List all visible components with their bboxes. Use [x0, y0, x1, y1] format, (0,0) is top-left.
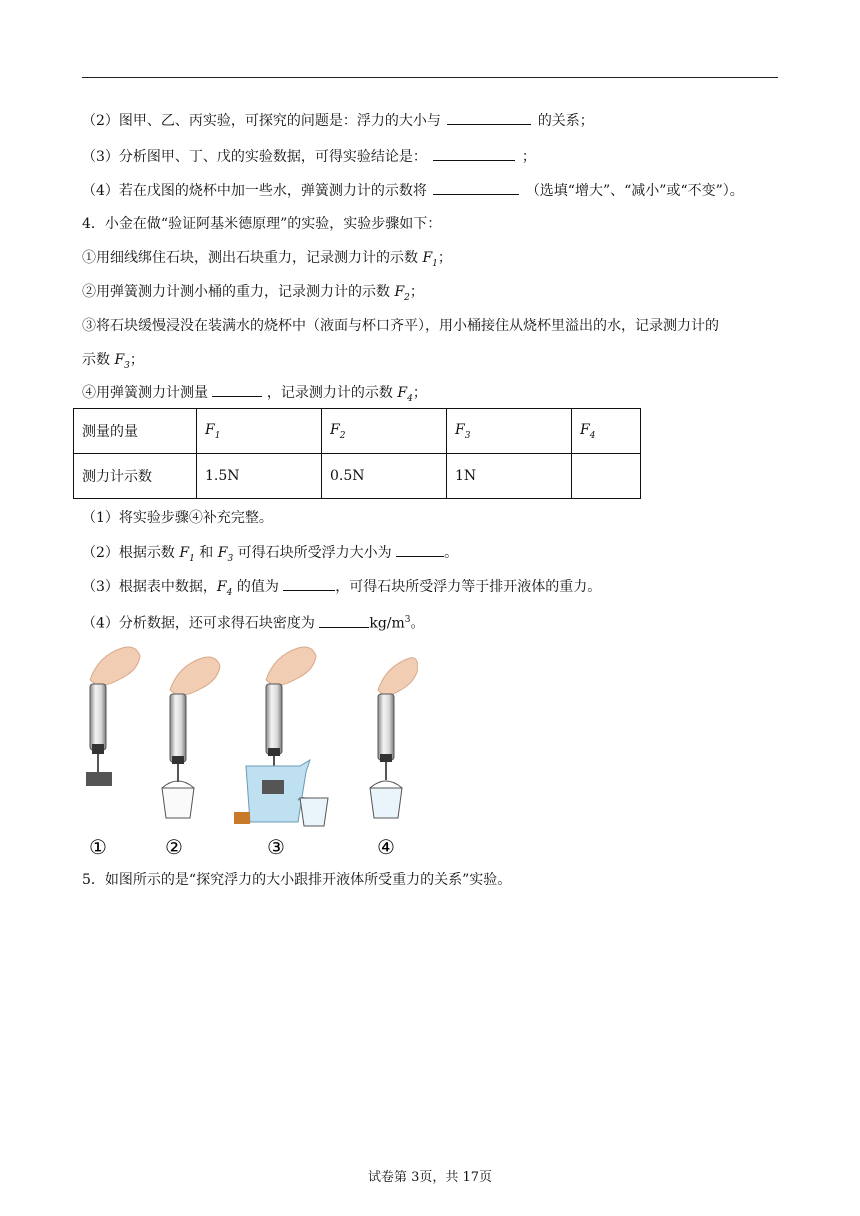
q4-subq3: （3）根据表中数据，$F_4$ 的值为 ，可得石块所受浮力等于排开液体的重力。: [82, 576, 601, 603]
setup-3: [234, 647, 328, 826]
q4-subq4: （4）分析数据，还可求得石块密度为 $kg/m^3$。: [82, 610, 425, 634]
q4-intro: 4．小金在做“验证阿基米德原理”的实验，实验步骤如下：: [82, 216, 442, 232]
table-cell: 0.5N: [322, 454, 447, 499]
q3-part4: （4）若在戊图的烧杯中加一些水，弹簧测力计的示数将 （选填“增大”、“减小”或“不变”）。: [82, 180, 744, 201]
experiment-figure: [78, 640, 418, 860]
bucket-icon: [162, 788, 194, 818]
figure-label-4: ④: [377, 835, 395, 859]
bucket-icon: [370, 788, 402, 818]
answer-blank[interactable]: [283, 576, 335, 591]
hand-icon: [378, 658, 418, 696]
rock-icon: [86, 772, 112, 786]
table-cell: 测量的量: [74, 409, 197, 454]
hand-icon: [170, 657, 220, 696]
page-footer: 试卷第 3页，共 17页: [367, 1170, 493, 1185]
q4-step4: ④用弹簧测力计测量 ，记录测力计的示数 $F_4$；: [82, 382, 427, 409]
figure-label-2: ②: [165, 835, 183, 859]
hand-icon: [90, 647, 140, 686]
answer-blank[interactable]: [212, 382, 262, 397]
q5-intro: 5．如图所示的是“探究浮力的大小跟排开液体所受重力的关系”实验。: [82, 872, 512, 888]
answer-blank[interactable]: [433, 180, 519, 195]
answer-blank[interactable]: [319, 613, 369, 628]
table-cell[interactable]: [572, 454, 641, 499]
q3-part3: （3）分析图甲、丁、戊的实验数据，可得实验结论是： ；: [82, 146, 536, 167]
table-header-row: [74, 409, 641, 454]
block-icon: [234, 812, 250, 824]
setup-2: [162, 657, 220, 818]
q3-part2: （2）图甲、乙、丙实验，可探究的问题是：浮力的大小与 的关系；: [82, 110, 594, 131]
q4-step2: ②用弹簧测力计测小桶的重力，记录测力计的示数 $F_2$；: [82, 284, 424, 303]
table-cell: $F_4$: [572, 409, 641, 454]
measurement-table: [73, 408, 641, 499]
answer-blank[interactable]: [447, 110, 531, 125]
figure-label-1: ①: [89, 835, 107, 859]
table-cell: 1.5N: [197, 454, 322, 499]
setup-4: [370, 658, 418, 818]
q4-subq2: （2）根据示数 $F_1$ 和 $F_3$ 可得石块所受浮力大小为 。: [82, 542, 458, 569]
spring-scale-icon: [90, 684, 106, 750]
bucket-icon: [300, 798, 328, 826]
figure-label-3: ③: [267, 835, 285, 859]
answer-blank[interactable]: [433, 146, 515, 161]
spring-scale-icon: [170, 694, 186, 762]
table-cell: $F_1$: [197, 409, 322, 454]
table-row: [74, 454, 641, 499]
spring-scale-icon: [378, 694, 394, 760]
spring-scale-icon: [266, 684, 282, 754]
q4-step3-cont: 示数 $F_3$；: [82, 352, 144, 371]
table-cell: $F_2$: [322, 409, 447, 454]
rock-icon: [262, 780, 284, 794]
q4-step3: ③将石块缓慢浸没在装满水的烧杯中（液面与杯口齐平），用小桶接住从烧杯里溢出的水，记录测力计的: [82, 318, 719, 334]
hand-icon: [266, 647, 316, 686]
table-cell: 测力计示数: [74, 454, 197, 499]
answer-blank[interactable]: [396, 542, 444, 557]
q4-step1: ①用细线绑住石块，测出石块重力，记录测力计的示数 $F_1$；: [82, 250, 452, 269]
header-rule: [82, 77, 778, 78]
setup-1: [86, 647, 140, 786]
q4-subq1: （1）将实验步骤④补充完整。: [82, 510, 273, 526]
table-cell: $F_3$: [447, 409, 572, 454]
table-cell: 1N: [447, 454, 572, 499]
